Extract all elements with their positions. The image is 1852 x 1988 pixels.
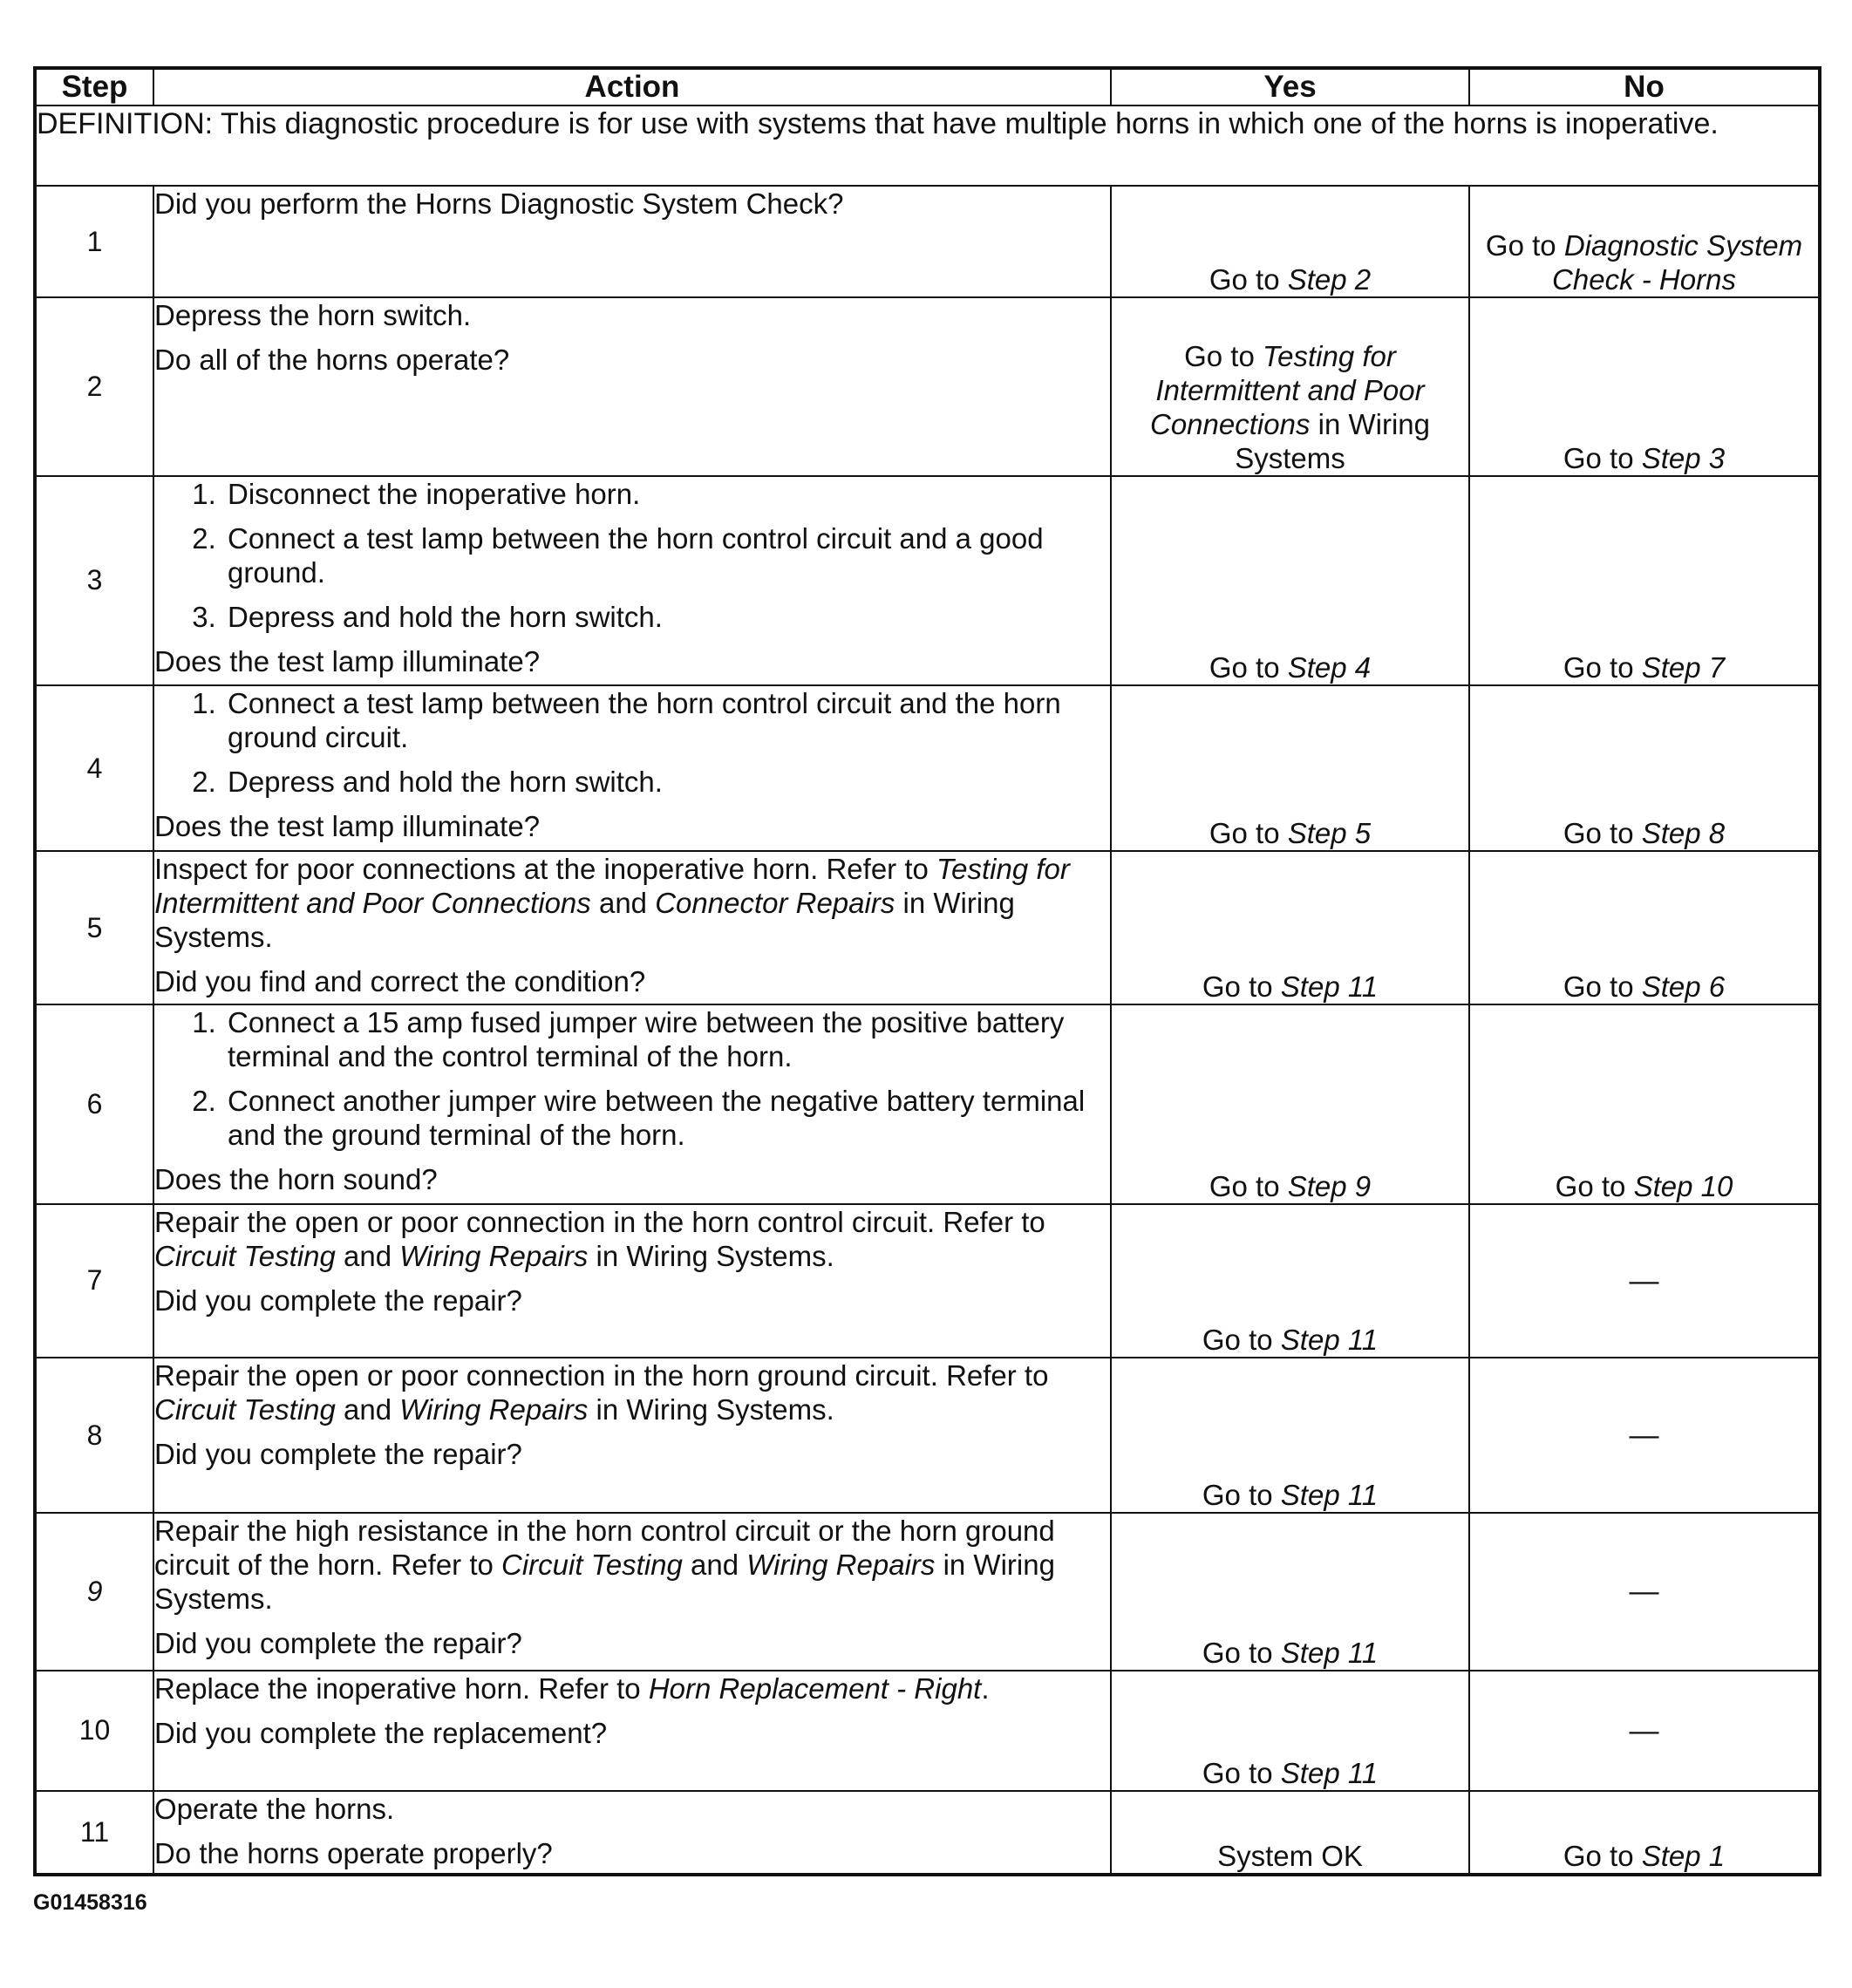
reference-text: Testing for Intermittent and Poor Connections — [154, 853, 1070, 920]
text-segment: Repair the high resistance in the horn control circuit or the horn ground circuit of the horn. Refer to — [154, 1515, 1055, 1582]
action-text — [154, 187, 1110, 221]
text-segment: Go to — [1202, 1636, 1281, 1669]
reference-text: Step 4 — [1287, 650, 1372, 684]
yes-result — [1111, 1358, 1469, 1513]
action-text — [154, 1283, 1110, 1317]
text-segment: Go to — [1202, 1756, 1281, 1789]
text-segment: in Wiring Systems. — [154, 887, 1015, 954]
reference-text: Circuit Testing — [501, 1549, 683, 1582]
text-segment: Go to — [1184, 339, 1263, 372]
action-text — [154, 1205, 1110, 1273]
diagnostic-table — [33, 66, 1821, 1876]
text-segment: Did you find and correct the condition? — [154, 965, 646, 998]
text-segment: Go to — [1209, 1169, 1288, 1202]
action-substep: 1. Disconnect the inoperative horn. — [224, 477, 1110, 511]
not-applicable-dash: — — [1629, 1575, 1659, 1609]
text-segment: System OK — [1217, 1840, 1363, 1872]
header-action: Action — [153, 68, 1111, 106]
action-text — [154, 809, 1110, 843]
reference-text: Step 11 — [1280, 970, 1379, 1004]
action-cell — [153, 1358, 1111, 1513]
yes-result — [1111, 1671, 1469, 1791]
yes-result — [1111, 851, 1469, 1004]
step-number: 1 — [35, 186, 153, 297]
step-number: 10 — [35, 1671, 153, 1791]
reference-text: Step 8 — [1641, 817, 1726, 850]
text-segment: Operate the horns. — [154, 1792, 395, 1825]
step-row — [35, 851, 1820, 1004]
reference-text: Step 7 — [1641, 650, 1726, 684]
reference-text: Horn Replacement - Right — [648, 1671, 982, 1705]
header-step: Step — [35, 68, 153, 106]
step-number: 7 — [35, 1204, 153, 1358]
text-segment: Inspect for poor connections at the inoperative horn. Refer to — [154, 853, 937, 886]
text-segment: Depress the horn switch. — [154, 299, 472, 332]
action-text — [154, 1437, 1110, 1471]
figure-id: G01458316 — [33, 1890, 147, 1915]
text-segment: Do the horns operate properly? — [154, 1836, 553, 1869]
yes-result — [1111, 186, 1469, 297]
action-substep: 2. Depress and hold the horn switch. — [224, 765, 1110, 799]
step-number: 3 — [35, 476, 153, 685]
action-cell — [153, 476, 1111, 685]
no-result — [1469, 1671, 1820, 1791]
no-result — [1469, 476, 1820, 685]
step-row — [35, 1358, 1820, 1513]
text-segment: Go to — [1202, 1479, 1281, 1512]
step-row — [35, 1791, 1820, 1875]
action-cell — [153, 1791, 1111, 1875]
no-result — [1469, 1358, 1820, 1513]
action-substeps — [154, 477, 1110, 634]
no-result — [1469, 1004, 1820, 1203]
text-segment: Go to — [1202, 970, 1281, 1004]
reference-text: Step 11 — [1280, 1324, 1379, 1357]
action-text — [154, 1162, 1110, 1196]
text-segment: Did you complete the repair? — [154, 1627, 522, 1660]
header-row — [35, 68, 1820, 106]
action-substeps — [154, 686, 1110, 799]
text-segment: Do all of the horns operate? — [154, 344, 510, 377]
text-segment: and — [682, 1549, 747, 1582]
text-segment: and — [335, 1239, 400, 1272]
reference-text: Step 11 — [1280, 1479, 1379, 1512]
reference-text: Step 9 — [1287, 1169, 1372, 1202]
step-row — [35, 685, 1820, 851]
yes-result — [1111, 476, 1469, 685]
text-segment: Go to — [1563, 650, 1642, 684]
text-segment: in Wiring Systems — [1235, 407, 1430, 474]
not-applicable-dash: — — [1629, 1263, 1659, 1297]
no-result — [1469, 1791, 1820, 1875]
yes-result — [1111, 1791, 1469, 1875]
text-segment: Go to — [1202, 1324, 1281, 1357]
step-row — [35, 476, 1820, 685]
step-number: 5 — [35, 851, 153, 1004]
reference-text: Step 10 — [1633, 1169, 1733, 1202]
action-cell — [153, 297, 1111, 475]
action-cell — [153, 1004, 1111, 1203]
reference-text: Step 6 — [1641, 970, 1726, 1004]
text-segment: Go to — [1563, 817, 1642, 850]
reference-text: Step 3 — [1641, 441, 1726, 474]
action-text — [154, 1792, 1110, 1826]
step-number: 8 — [35, 1358, 153, 1513]
reference-text: Testing for Intermittent and Poor Connections — [1150, 339, 1425, 440]
text-segment: Does the test lamp illuminate? — [154, 644, 541, 677]
action-cell — [153, 1513, 1111, 1670]
reference-text: Wiring Repairs — [399, 1393, 589, 1426]
yes-result — [1111, 685, 1469, 851]
text-segment: Does the horn sound? — [154, 1163, 438, 1196]
header-no: No — [1469, 68, 1820, 106]
reference-text: Connector Repairs — [655, 887, 895, 920]
step-row — [35, 1204, 1820, 1358]
text-segment: Go to — [1209, 650, 1288, 684]
text-segment: and — [335, 1393, 400, 1426]
action-cell — [153, 1204, 1111, 1358]
step-number: 2 — [35, 297, 153, 475]
not-applicable-dash: — — [1629, 1419, 1659, 1453]
no-result — [1469, 186, 1820, 297]
no-result — [1469, 1204, 1820, 1358]
text-segment: Replace the inoperative horn. Refer to — [154, 1671, 649, 1705]
step-number: 11 — [35, 1791, 153, 1875]
reference-text: Step 1 — [1641, 1840, 1726, 1872]
reference-text: Step 2 — [1287, 263, 1372, 296]
action-substep: 1. Connect a 15 amp fused jumper wire between the positive battery terminal and the control terminal of the horn. — [224, 1005, 1110, 1073]
text-segment: in Wiring Systems. — [588, 1393, 834, 1426]
reference-text: Wiring Repairs — [399, 1239, 589, 1272]
text-segment: Repair the open or poor connection in the horn control circuit. Refer to — [154, 1205, 1045, 1238]
text-segment: Did you complete the repair? — [154, 1438, 522, 1471]
text-segment: Go to — [1485, 229, 1564, 262]
reference-text: Circuit Testing — [154, 1239, 336, 1272]
action-substep: 2. Connect another jumper wire between the negative battery terminal and the ground terminal of the horn. — [224, 1084, 1110, 1152]
action-text — [154, 1358, 1110, 1426]
text-segment: in Wiring Systems. — [588, 1239, 834, 1272]
text-segment: Repair the open or poor connection in the horn ground circuit. Refer to — [154, 1359, 1049, 1392]
step-number: 9 — [35, 1513, 153, 1670]
action-text — [154, 852, 1110, 954]
yes-result — [1111, 1204, 1469, 1358]
reference-text: Step 5 — [1287, 817, 1372, 850]
action-cell — [153, 1671, 1111, 1791]
text-segment: Go to — [1209, 263, 1288, 296]
no-result — [1469, 297, 1820, 475]
definition-text: DEFINITION: This diagnostic procedure is for use with systems that have multiple horns in which one of the horns is inoperative. — [35, 106, 1820, 186]
reference-text: Circuit Testing — [154, 1393, 336, 1426]
action-text — [154, 1671, 1110, 1705]
action-text — [154, 343, 1110, 377]
action-text — [154, 1626, 1110, 1660]
header-yes: Yes — [1111, 68, 1469, 106]
yes-result — [1111, 1513, 1469, 1670]
action-text — [154, 298, 1110, 332]
action-substep: 3. Depress and hold the horn switch. — [224, 600, 1110, 634]
no-result — [1469, 685, 1820, 851]
reference-text: Step 11 — [1280, 1636, 1379, 1669]
action-substeps — [154, 1005, 1110, 1152]
yes-result — [1111, 297, 1469, 475]
action-substep: 1. Connect a test lamp between the horn control circuit and the horn ground circuit. — [224, 686, 1110, 754]
action-cell — [153, 186, 1111, 297]
step-row — [35, 1513, 1820, 1670]
text-segment: Go to — [1563, 970, 1642, 1004]
reference-text: Diagnostic System Check - Horns — [1552, 229, 1803, 296]
text-segment: Did you complete the repair? — [154, 1283, 522, 1317]
action-text — [154, 1836, 1110, 1870]
step-row — [35, 1671, 1820, 1791]
step-number: 4 — [35, 685, 153, 851]
step-row — [35, 1004, 1820, 1203]
text-segment: in Wiring Systems. — [154, 1549, 1055, 1616]
action-text — [154, 964, 1110, 998]
no-result — [1469, 1513, 1820, 1670]
text-segment: and — [590, 887, 656, 920]
definition-row — [35, 106, 1820, 186]
text-segment: Did you perform the Horns Diagnostic System Check? — [154, 187, 844, 221]
yes-result — [1111, 1004, 1469, 1203]
step-number: 6 — [35, 1004, 153, 1203]
action-cell — [153, 851, 1111, 1004]
text-segment: Go to — [1563, 441, 1642, 474]
text-segment: Go to — [1555, 1169, 1634, 1202]
text-segment: Go to — [1209, 817, 1288, 850]
text-segment: Go to — [1563, 1840, 1642, 1872]
not-applicable-dash: — — [1629, 1713, 1659, 1747]
text-segment: . — [981, 1671, 990, 1705]
no-result — [1469, 851, 1820, 1004]
action-text — [154, 1514, 1110, 1616]
action-text — [154, 1716, 1110, 1750]
step-row — [35, 297, 1820, 475]
step-row — [35, 186, 1820, 297]
reference-text: Wiring Repairs — [746, 1549, 936, 1582]
text-segment: Does the test lamp illuminate? — [154, 809, 541, 842]
action-text — [154, 644, 1110, 678]
text-segment: Did you complete the replacement? — [154, 1716, 608, 1749]
action-substep: 2. Connect a test lamp between the horn control circuit and a good ground. — [224, 521, 1110, 589]
action-cell — [153, 685, 1111, 851]
reference-text: Step 11 — [1280, 1756, 1379, 1789]
